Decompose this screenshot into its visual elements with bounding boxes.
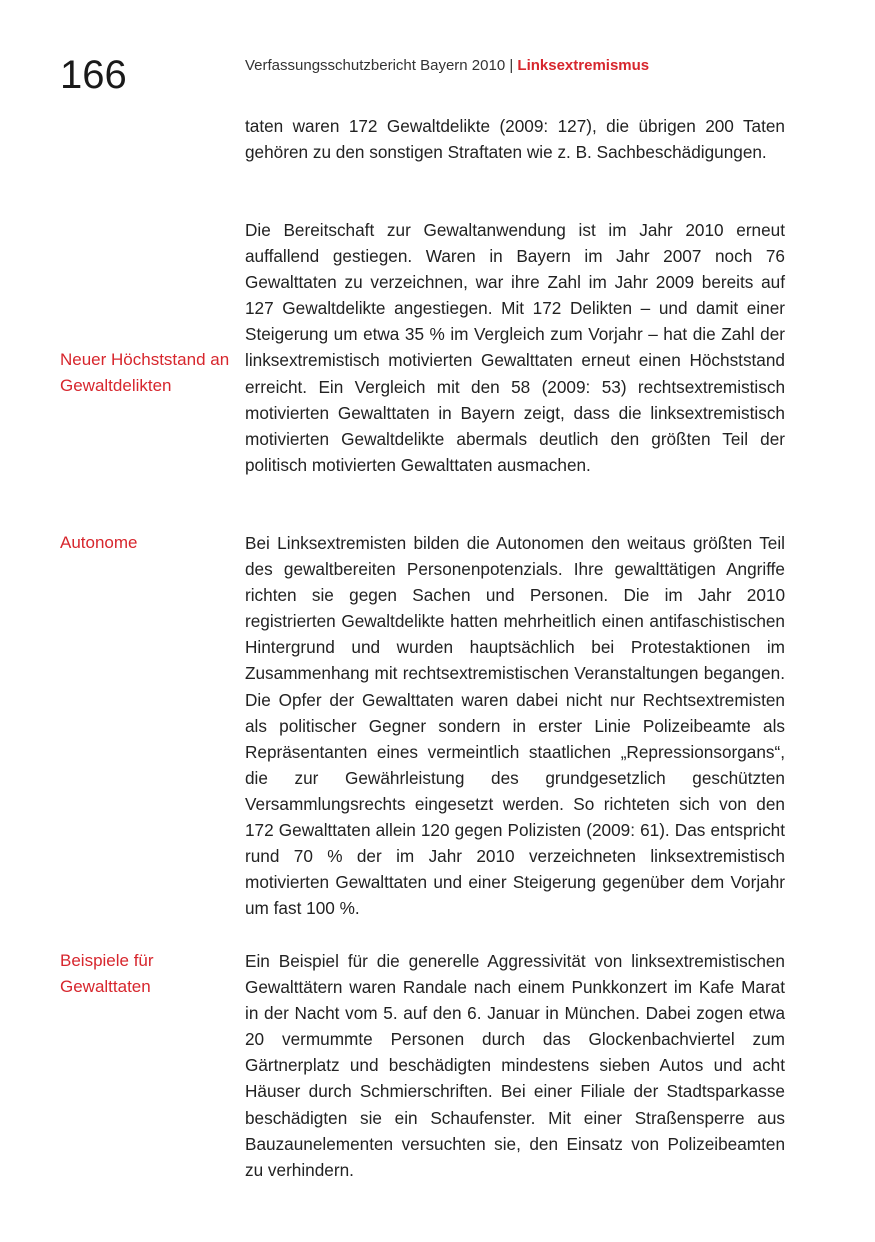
section-title: Linksextremismus: [517, 57, 650, 74]
publication-title: Verfassungsschutzbericht Bayern 2010: [245, 57, 506, 74]
margin-note-autonome: Autonome: [60, 533, 138, 552]
margin-note-hoechststand: Neuer Höchststand an Gewaltdelikten: [60, 350, 230, 395]
body-paragraph-2: Die Bereitschaft zur Gewaltanwendung ist im Jahr 2010 erneut auffallend gestiegen. Waren in Bayern im Jahr 2007 noch 76 Gewalttaten zu verzeichnen, war ihre Zahl im Jahr 2009 bereits auf 127 Gewaltdelikte angestiegen. Mit 172 Delikten – und damit einer Steigerung um etwa 35 % im Vergleich zum Vorjahr – hat die Zahl der linksextremistisch motivierten Gewalttaten erneut einen Höchststand erreicht. Ein Vergleich mit den 58 (2009: 53) rechtsextremistisch motivierten Gewalttaten in Bayern zeigt, dass die linksextremistisch motivierten Gewaltdelikte abermals deutlich den größten Teil der politisch motivierten Gewalttaten ausmachen.: [245, 220, 785, 475]
page-number: 166: [60, 53, 127, 97]
margin-note-beispiele: Beispiele für Gewalttaten: [60, 951, 154, 996]
running-head: [245, 57, 649, 75]
body-paragraph-1: taten waren 172 Gewaltdelikte (2009: 127), die übrigen 200 Taten gehören zu den sonstigen Straftaten wie z. B. Sachbeschädigungen.: [245, 116, 785, 163]
header-separator: |: [509, 57, 514, 74]
body-paragraph-3: Bei Linksextremisten bilden die Autonomen den weitaus größten Teil des gewaltbereiten Personenpotenzials. Ihre gewalttätigen Angriffe richten sie gegen Sachen und Personen. Die im Jahr 2010 registrierten Gewaltdelikte hatten mehrheitlich einen antifaschistischen Hintergrund und wurden hauptsächlich bei Protestaktionen im Zusammenhang mit rechtsextremistischen Veranstaltungen begangen. Die Opfer der Gewalttaten waren dabei nicht nur Rechtsextremisten als politischer Gegner sondern in erster Linie Polizeibeamte als Repräsentanten eines vermeintlich staatlichen „Repressionsorgans“, die zur Gewährleistung des grundgesetzlich geschützten Versammlungsrechts eingesetzt werden. So richteten sich von den 172 Gewalttaten allein 120 gegen Polizisten (2009: 61). Das entspricht rund 70 % der im Jahr 2010 verzeichneten linksextremistisch motivierten Gewalttaten und einer Steigerung gegenüber dem Vorjahr um fast 100 %.: [245, 533, 785, 919]
body-paragraph-4: Ein Beispiel für die generelle Aggressivität von linksextremistischen Gewalttätern waren Randale nach einem Punkkonzert im Kafe Marat in der Nacht vom 5. auf den 6. Januar in München. Dabei zogen etwa 20 vermummte Personen durch das Glockenbachviertel zum Gärtnerplatz und beschädigten mindestens sieben Autos und acht Häuser durch Schmierschriften. Bei einer Filiale der Stadtsparkasse beschädigten sie ein Schaufenster. Mit einer Straßensperre aus Bauzaunelementen versuchten sie, den Einsatz von Polizeibeamten zu verhindern.: [245, 951, 785, 1180]
